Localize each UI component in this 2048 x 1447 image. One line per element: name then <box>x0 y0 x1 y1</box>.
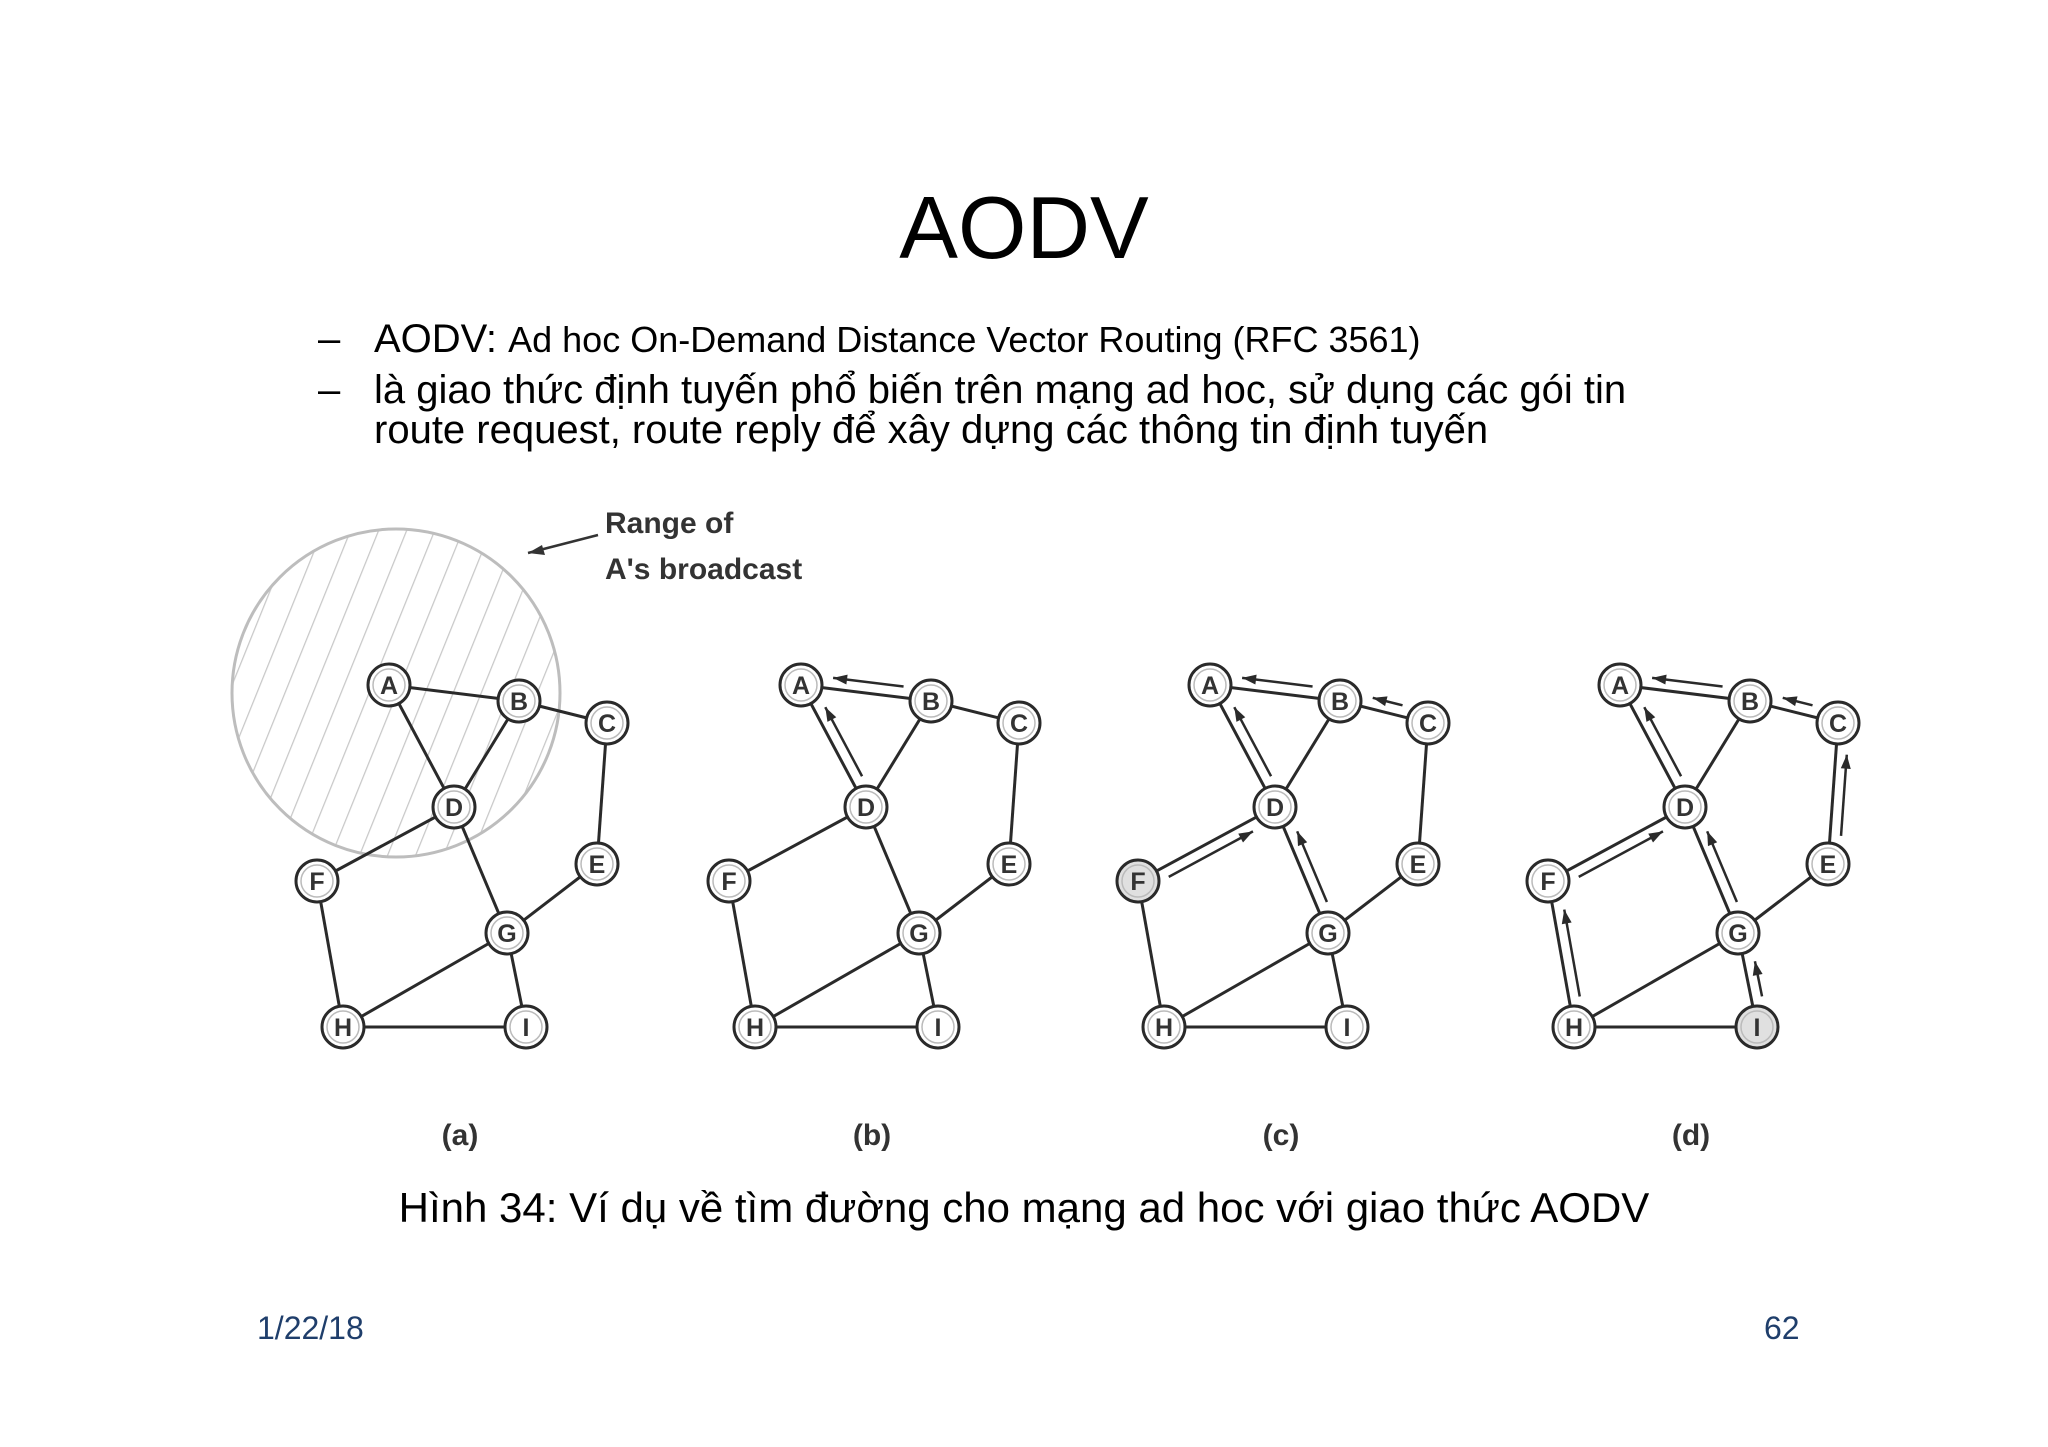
node-label: E <box>588 851 606 879</box>
reverse-route-arrowhead <box>1373 696 1388 706</box>
bullet-item-2 <box>318 370 1818 450</box>
network-panel <box>708 664 1040 1152</box>
network-link <box>343 933 507 1027</box>
bullet-text: Ad hoc On-Demand Distance Vector Routing (RFC 3561) <box>508 319 1421 360</box>
node-label: C <box>1009 710 1029 738</box>
network-link <box>1138 807 1275 881</box>
network-panel <box>232 529 628 1152</box>
node-label: F <box>309 868 325 896</box>
node-label: F <box>1130 868 1146 896</box>
callout-line-2: A's broadcast <box>605 553 803 586</box>
node-label: H <box>1564 1014 1584 1042</box>
bullet-item-1 <box>318 315 1818 364</box>
slide-title: AODV <box>899 178 1149 277</box>
node-label: H <box>333 1014 353 1042</box>
node-label: I <box>1343 1014 1351 1042</box>
reverse-route-arrowhead <box>833 675 848 685</box>
node-label: D <box>1265 794 1285 822</box>
reverse-route-arrowhead <box>1234 707 1245 722</box>
node-label: C <box>1828 710 1848 738</box>
reverse-route-arrowhead <box>1648 831 1663 842</box>
reverse-route-arrowhead <box>1707 831 1717 846</box>
network-link <box>1548 807 1685 881</box>
bullet-lead: AODV: <box>374 317 509 361</box>
node-label: G <box>1728 920 1748 948</box>
reverse-route-arrow <box>1169 831 1253 876</box>
reverse-route-arrowhead <box>1644 707 1655 722</box>
reverse-route-arrowhead <box>1297 831 1307 846</box>
figure-caption: Hình 34: Ví dụ về tìm đường cho mạng ad hoc với giao thức AODV <box>398 1184 1650 1231</box>
node-label: I <box>1753 1014 1761 1042</box>
reverse-route-arrowhead <box>1652 675 1667 685</box>
node-label: H <box>745 1014 765 1042</box>
node-label: D <box>856 794 876 822</box>
panel-label: (d) <box>1671 1119 1711 1152</box>
reverse-route-arrowhead <box>1242 675 1257 685</box>
network-link <box>1164 933 1328 1027</box>
bullet-dash: – <box>318 317 341 361</box>
node-label: A <box>1200 672 1220 700</box>
node-label: G <box>1318 920 1338 948</box>
reverse-route-arrowhead <box>1562 910 1572 925</box>
node-label: F <box>721 868 737 896</box>
panel-label: (b) <box>852 1119 892 1152</box>
node-label: A <box>791 672 811 700</box>
node-label: G <box>497 920 517 948</box>
node-label: H <box>1154 1014 1174 1042</box>
node-label: E <box>1819 851 1837 879</box>
node-label: A <box>379 672 399 700</box>
node-label: D <box>444 794 464 822</box>
node-label: D <box>1675 794 1695 822</box>
callout-line-1: Range of <box>605 507 734 540</box>
node-label: F <box>1540 868 1556 896</box>
node-label: C <box>1418 710 1438 738</box>
aodv-route-discovery-figure <box>220 505 1900 1170</box>
bullet-list <box>318 315 1818 450</box>
reverse-route-arrow <box>1579 831 1663 876</box>
network-link <box>755 933 919 1027</box>
node-label: B <box>1330 688 1350 716</box>
network-panel <box>1527 664 1859 1152</box>
panel-label: (a) <box>441 1119 479 1152</box>
network-panel <box>1117 664 1449 1152</box>
bullet-dash: – <box>318 368 341 412</box>
panel-label: (c) <box>1262 1119 1300 1152</box>
slide-number: 62 <box>1764 1310 1800 1346</box>
node-label: B <box>1740 688 1760 716</box>
broadcast-range-callout <box>528 507 802 586</box>
slide-date: 1/22/18 <box>257 1310 364 1346</box>
reverse-route-arrowhead <box>1238 831 1253 842</box>
bullet-line: là giao thức định tuyến phổ biến trên mạng ad hoc, sử dụng các gói tin <box>374 368 1627 412</box>
node-label: E <box>1409 851 1427 879</box>
network-link <box>1574 933 1738 1027</box>
node-label: A <box>1610 672 1630 700</box>
node-label: G <box>909 920 929 948</box>
network-link <box>729 807 866 881</box>
node-label: B <box>921 688 941 716</box>
bullet-line: route request, route reply để xây dựng các thông tin định tuyến <box>374 408 1489 452</box>
node-label: I <box>522 1014 530 1042</box>
node-label: I <box>934 1014 942 1042</box>
reverse-route-arrowhead <box>825 707 836 722</box>
node-label: C <box>597 710 617 738</box>
node-label: B <box>509 688 529 716</box>
reverse-route-arrowhead <box>1783 696 1798 706</box>
node-label: E <box>1000 851 1018 879</box>
